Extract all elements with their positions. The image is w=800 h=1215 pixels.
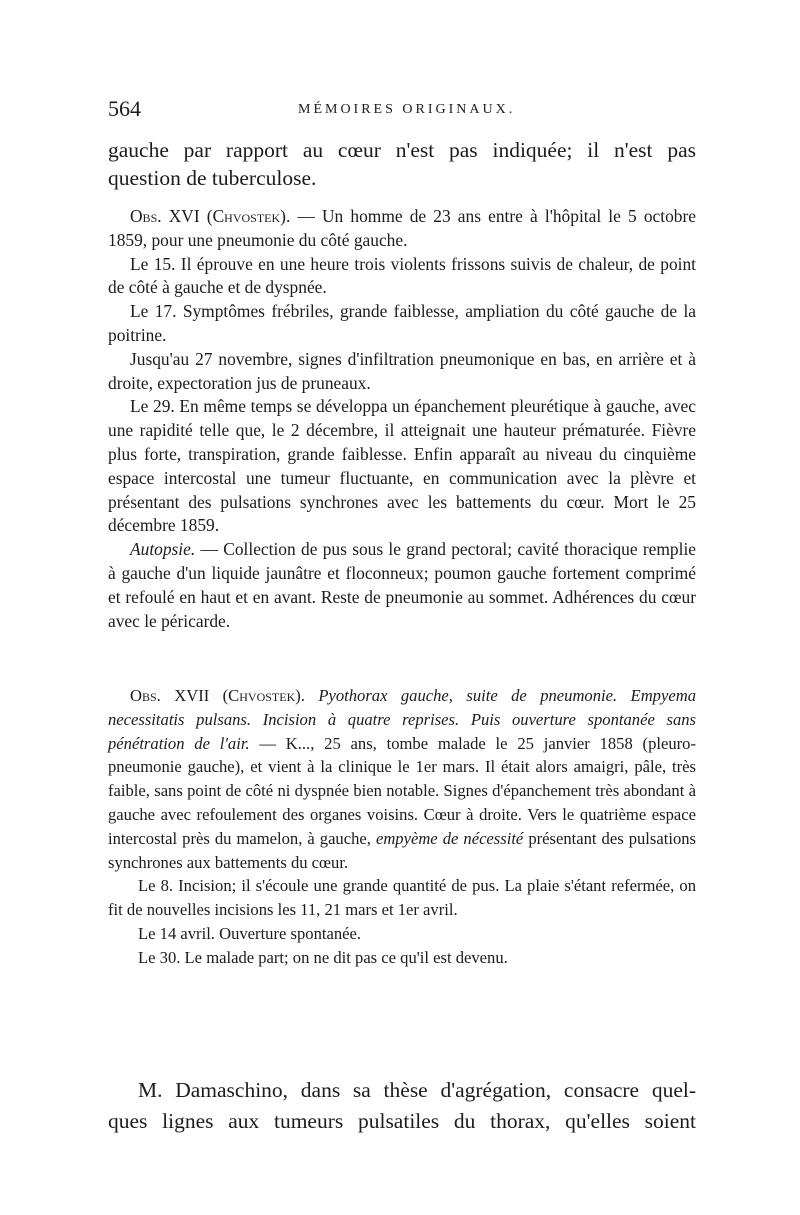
obs16-autopsy-paragraph <box>108 538 696 633</box>
obs17-text-1a: — K..., 25 ans, tombe malade le 25 janvier 1858 (pleuro-pneumonie gauche), et vient à la clinique le 1er mars. Il était alors amaigri, pâle, très faible, sans point de côté ni dyspnée bien notable. Signes d'épanchement très abondant à gauche avec refoulement des organes voisins. Cœur à droite. Vers le quatrième espace intercostal près du mamelon, à gauche, <box>108 733 697 848</box>
obs17-italic-title: Pyothorax gauche, suite de pneumonie. Empyema necessitatis pulsans. Incision à quatre reprises. Puis ouverture spontanée sans pénétration de l'air. <box>108 686 696 753</box>
obs16-paragraph-2: Le 15. Il éprouve en une heure trois violents frissons suivis de chaleur, de point de côté à gauche et de dyspnée. <box>108 253 696 298</box>
obs17-paragraph-3: Le 14 avril. Ouverture spontanée. <box>138 923 362 943</box>
autopsy-text: — Collection de pus sous le grand pectoral; cavité thoracique remplie à gauche d'un liquide jaunâtre et floconneux; poumon gauche fortement comprimé et refoulé en haut et en avant. Reste de pneumonie au sommet. Adhérences du cœur avec le péricarde. <box>108 539 696 631</box>
page-number: 564 <box>108 96 141 121</box>
obs16-text-1: Un homme de 23 ans entre à l'hôpital le 5 octobre 1859, pour une pneumonie du côté gauche. <box>108 206 696 250</box>
obs17-italic-empyeme: empyème de nécessité <box>375 828 524 848</box>
autopsy-label: Autopsie. <box>130 539 196 560</box>
obs16-paragraph-1 <box>108 205 696 253</box>
obs17-paragraph-2: Le 8. Incision; il s'écoule une grande quantité de pus. La plaie s'étant refermée, on fit de nouvelles incisions les 11, 21 mars et 1er avril. <box>108 876 696 920</box>
intro-paragraph <box>108 136 696 192</box>
text-line: M. Damaschino, dans sa thèse d'agrégation, consacre quel- <box>138 1078 696 1102</box>
page-header <box>108 96 698 126</box>
closing-paragraph <box>108 1075 696 1137</box>
obs17-lead: Obs. XVII (Chvostek). <box>130 686 319 705</box>
obs16-paragraph-4: Jusqu'au 27 novembre, signes d'infiltration pneumonique en bas, en arrière et à droite, expectoration jus de pruneaux. <box>108 348 696 393</box>
text-line: question de tuberculose. <box>108 166 317 190</box>
running-title: MÉMOIRES ORIGINAUX. <box>298 102 516 117</box>
obs17-paragraph-4: Le 30. Le malade part; on ne dit pas ce qu'il est devenu. <box>138 947 508 967</box>
observation-17 <box>108 684 696 970</box>
obs17-text-1b: présentant des pulsations synchrones aux battements du cœur. <box>108 828 697 872</box>
text-line: ques lignes aux tumeurs pulsatiles du thorax, qu'elles soient <box>108 1109 696 1133</box>
obs16-paragraph-3: Le 17. Symptômes frébriles, grande faiblesse, ampliation du côté gauche de la poitrine. <box>108 301 696 345</box>
obs17-paragraph-1 <box>108 684 696 874</box>
obs16-lead: Obs. XVI (Chvostek). — <box>130 206 322 226</box>
obs16-paragraph-5: Le 29. En même temps se développa un épanchement pleurétique à gauche, avec une rapidité telle que, le 2 décembre, il atteignait une hauteur prématurée. Fièvre plus forte, transpiration, grande faiblesse. Enfin apparaît au niveau du cinquième espace intercostal une tumeur fluctuante, en communication avec la plèvre et présentant des pulsations synchrones avec les battements du cœur. Mort le 25 décembre 1859. <box>108 396 696 536</box>
observation-16 <box>108 205 696 633</box>
text-line: gauche par rapport au cœur n'est pas indiquée; il n'est pas <box>108 138 696 162</box>
